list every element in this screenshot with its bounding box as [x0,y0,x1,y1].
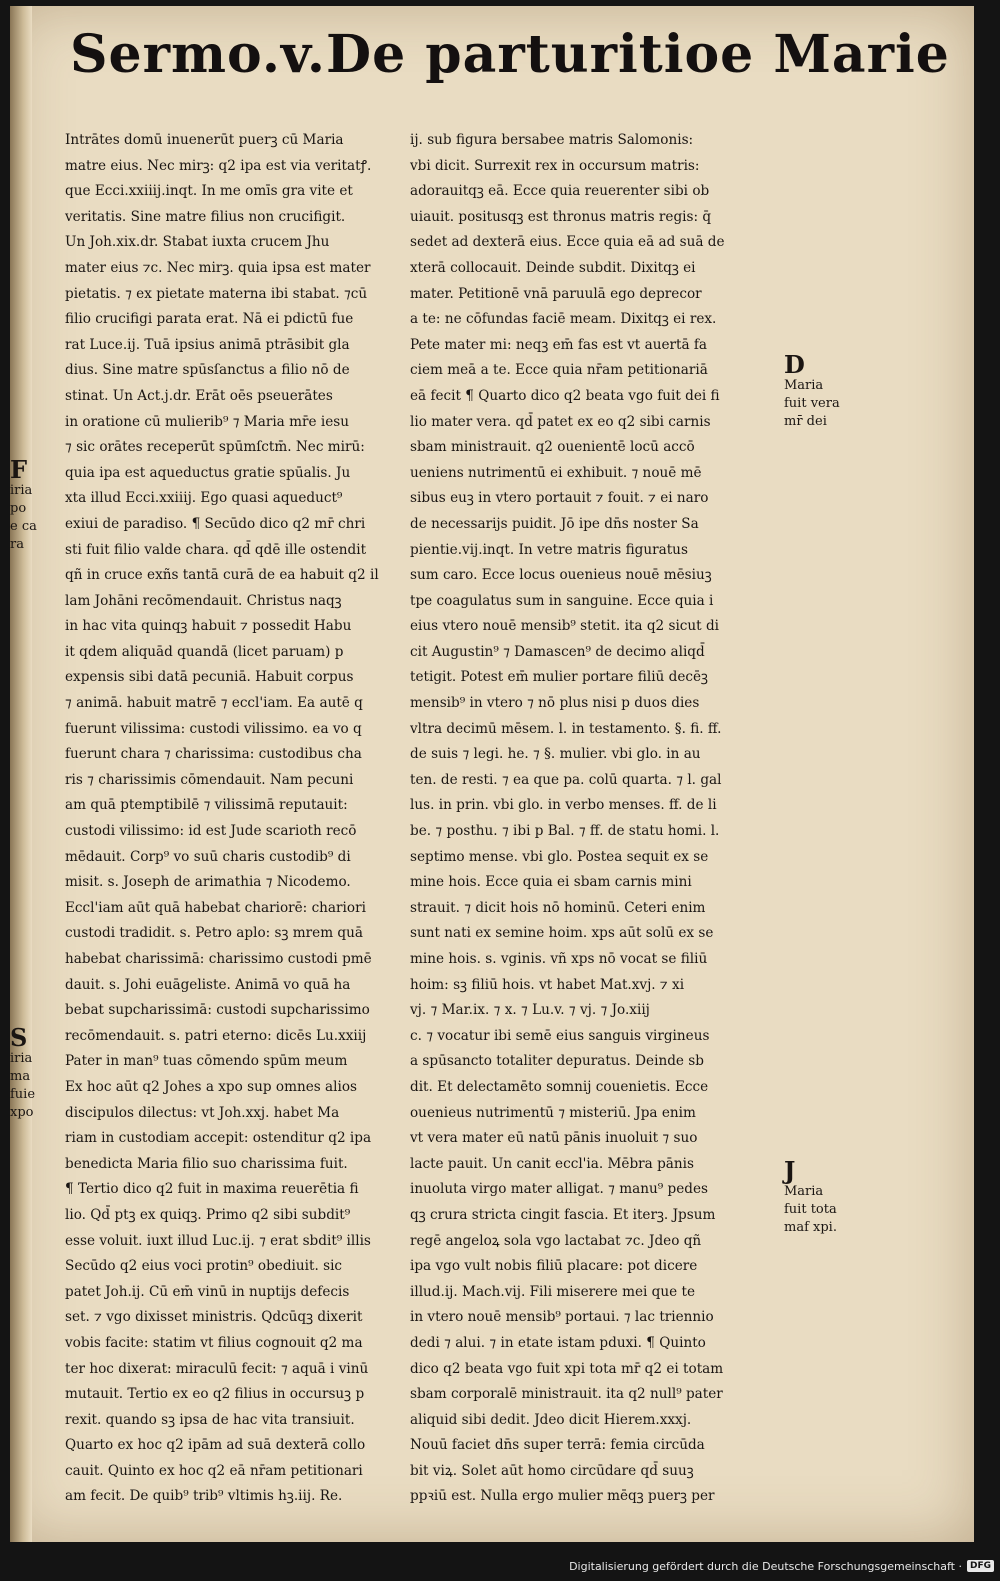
margin-line: iria [10,483,33,498]
margin-line: ma [10,1069,31,1084]
text-line: am fecit. De quib⁹ trib⁹ vltimis hꝫ.iij. Re. [65,1488,343,1505]
text-line: habebat charissimā: charissimo custodi pmē [65,951,372,967]
text-line: sbam corporalē ministrauit. ita q2 null⁹ pater [410,1386,723,1403]
text-line: dauit. s. Johi euāgeliste. Animā vo quā ha [65,976,351,993]
text-line: a te: ne cōfundas faciē meam. Dixitqꝫ ei rex. [410,311,717,328]
text-line: xta illud Ecci.xxiiij. Ego quasi aqueduct⁹ [65,490,343,507]
text-line: dius. Sine matre spūsſanctus a filio nō de [65,362,350,379]
text-line: am quā ptemptibilē ⁊ vilissimā reputauit: [65,797,348,814]
text-line: dedi ⁊ alui. ⁊ in etate istam pduxi. ¶ Quinto [410,1334,706,1351]
text-line: veritatis. Sine matre filius non crucifigit. [65,208,346,225]
text-line: filio crucifigi parata erat. Nā ei pdictū fue [65,311,354,328]
right-margin-note-1 [784,350,874,431]
text-line: ouenieus nutrimentū ⁊ misteriū. Jpa enim [410,1104,696,1121]
text-line: ueniens nutrimentū ei exhibuit. ⁊ nouē mē [410,464,702,481]
text-line: uiauit. positusqꝫ est thronus matris regis: q̄ [410,208,712,225]
text-line: ¶ Tertio dico q2 fuit in maxima reuerētia fi [65,1181,359,1198]
text-line: fuerunt chara ⁊ charissima: custodibus cha [65,746,362,763]
text-line: lam Johāni recōmendauit. Christus naqꝫ [65,592,342,609]
text-line: esse voluit. iuxt illud Luc.ij. ⁊ erat sbdit⁹ illis [65,1232,371,1249]
text-line: patet Joh.ij. Cū em̄ vinū in nuptijs defecis [65,1283,350,1300]
text-line: vt vera mater eū natū pānis inuoluit ⁊ suo [410,1130,698,1147]
text-line: sum caro. Ecce locus ouenieus nouē mēsiuꝫ [410,567,712,584]
text-line: xterā collocauit. Deinde subdit. Dixitqꝫ ei [410,259,696,276]
text-line: be. ⁊ posthu. ⁊ ibi p Bal. ⁊ ff. de statu homi. l. [410,823,720,840]
right-margin-note-2 [784,1156,874,1237]
text-line: ij. sub figura bersabee matris Salomonis: [410,132,694,148]
text-line: ciem meā a te. Ecce quia nr̄am petitionariā [410,362,708,379]
text-line: Pater in man⁹ tuas cōmendo spūm meum [65,1053,348,1070]
text-line: pientie.vij.inqt. In vetre matris figuratus [410,541,688,558]
text-line: sunt nati ex semine hoim. xps aūt solū ex se [410,925,714,942]
text-line: sti fuit filio valde chara. qd̄ qdē ille ostendit [65,541,367,558]
margin-line: po [10,501,27,516]
margin-line: ra [10,537,24,552]
text-line: adorauitqꝫ eā. Ecce quia reuerenter sibi ob [410,183,710,200]
text-line: custodi vilissimo: id est Jude scarioth recō [65,823,357,840]
funding-credit: Digitalisierung gefördert durch die Deutsche Forschungsgemeinschaft · [569,1559,962,1573]
text-line: sbam ministrauit. q2 ouenientē locū accō [410,439,695,456]
text-line: mensib⁹ in vtero ⁊ nō plus nisi p duos dies [410,695,700,712]
text-line: expensis sibi datā pecuniā. Habuit corpus [65,669,354,686]
text-line: matre eius. Nec mirꝫ: q2 ipa est via veritatꝭ. [65,157,372,174]
text-line: inuoluta virgo mater alligat. ⁊ manu⁹ pedes [410,1181,708,1198]
text-line: Ex hoc aūt q2 Johes a xpo sup omnes alios [65,1078,358,1095]
text-line: dit. Et delectamēto somnij couenietis. Ecce [410,1078,709,1095]
text-line: regē angeloꝝ sola vgo lactabat ⁊c. Jdeo qñ [410,1232,702,1249]
dfg-logo: DFG [967,1560,994,1572]
text-line: sedet ad dexterā eius. Ecce quia eā ad suā de [410,234,725,251]
text-line: set. ⁊ vgo dixisset ministris. Qdcūqꝫ dixerit [65,1309,363,1326]
running-title: Sermo.v.De parturitioe Marie [70,24,950,85]
text-line: pietatis. ⁊ ex pietate materna ibi stabat. ⁊cū [65,285,368,302]
text-line: strauit. ⁊ dicit hois nō hominū. Ceteri enim [410,899,706,916]
margin-line: e ca [10,519,37,534]
text-line: it qdem aliquād quandā (licet paruam) p [65,643,344,660]
left-text-column [65,128,410,1510]
margin-initial: S [10,1023,28,1052]
text-line: mēdauit. Corp⁹ vo suū charis custodib⁹ di [65,848,351,865]
text-line: dico q2 beata vgo fuit xpi tota mr̄ q2 ei totam [410,1360,724,1377]
text-line: ipa vgo vult nobis filiū placare: pot dicere [410,1258,698,1275]
text-line: vj. ⁊ Mar.ix. ⁊ x. ⁊ Lu.v. ⁊ vj. ⁊ Jo.xiij [410,1002,650,1019]
text-line: vltra decimū mēsem. l. in testamento. §. fi. ff. [410,720,722,737]
text-line: fuerunt vilissima: custodi vilissimo. ea vo q [65,720,362,737]
text-line: quia ipa est aqueductus gratie spūalis. Ju [65,464,351,481]
page-gutter [10,6,32,1542]
margin-line: maf xpi. [784,1220,837,1235]
text-line: mine hois. s. vginis. vñ xps nō vocat se filiū [410,951,708,967]
text-line: in oratione cū mulierib⁹ ⁊ Maria mr̄e iesu [65,413,349,430]
text-line: in vtero nouē mensib⁹ portaui. ⁊ lac triennio [410,1309,714,1326]
text-line: mater. Petitionē vnā paruulā ego deprecor [410,285,702,302]
text-line: sibus euꝫ in vtero portauit ⁊ fouit. ⁊ ei naro [410,490,709,507]
text-line: stinat. Un Act.j.dr. Erāt oēs pseuerātes [65,387,333,404]
digitization-footer [569,1555,994,1577]
text-line: Un Joh.xix.dr. Stabat iuxta crucem Jhu [65,234,330,251]
text-line: ten. de resti. ⁊ ea que pa. colū quarta. ⁊ l. gal [410,771,722,788]
text-line: eā fecit ¶ Quarto dico q2 beata vgo fuit dei fi [410,387,720,404]
margin-initial: J [784,1156,796,1185]
margin-line: mr̄ dei [784,414,827,429]
text-line: ⁊ sic orātes receperūt spūmſctm̄. Nec mirū: [65,439,365,456]
text-line: benedicta Maria filio suo charissima fuit. [65,1155,348,1172]
margin-line: iria [10,1051,33,1066]
text-line: rexit. quando sꝫ ipsa de hac vita transiuit. [65,1411,355,1428]
text-line: Secūdo q2 eius voci protin⁹ obediuit. sic [65,1258,343,1275]
text-line: ris ⁊ charissimis cōmendauit. Nam pecuni [65,771,354,788]
text-line: hoim: sꝫ filiū hois. vt habet Mat.xvj. ⁊ xi [410,976,685,993]
text-line: Intrātes domū inuenerūt puerꝫ cū Maria [65,132,344,148]
text-line: que Ecci.xxiiij.inqt. In me omīs gra vite et [65,183,353,200]
text-line: recōmendauit. s. patri eterno: dicēs Lu.xxiij [65,1027,367,1044]
book-page [10,6,974,1542]
text-line: lus. in prin. vbi glo. in verbo menses. ff. de li [410,797,717,814]
left-margin-note-1 [10,455,37,554]
margin-line: Maria [784,378,824,393]
text-line: custodi tradidit. s. Petro aplo: sꝫ mrem quā [65,925,363,942]
text-line: Pete mater mi: neqꝫ em̄ fas est vt auertā fa [410,336,708,353]
text-line: discipulos dilectus: vt Joh.xxj. habet Ma [65,1104,340,1121]
text-line: de suis ⁊ legi. he. ⁊ §. mulier. vbi glo. in au [410,746,701,763]
margin-initial: F [10,455,28,484]
text-line: vobis facite: statim vt filius cognouit q2 ma [65,1334,363,1351]
text-line: mutauit. Tertio ex eo q2 filius in occursuꝫ p [65,1386,365,1403]
text-line: illud.ij. Mach.vij. Fili miserere mei que te [410,1283,696,1300]
margin-line: fuie [10,1087,36,1102]
text-line: ppꝛiū est. Nulla ergo mulier mēqꝫ puerꝫ per [410,1488,715,1505]
text-line: ⁊ animā. habuit matrē ⁊ eccl'iam. Ea autē q [65,695,363,712]
text-line: mater eius ⁊c. Nec mirꝫ. quia ipsa est mater [65,259,371,276]
text-line: septimo mense. vbi glo. Postea sequit ex se [410,848,709,865]
text-line: cauit. Quinto ex hoc q2 eā nr̄am petitionari [65,1462,363,1479]
text-line: c. ⁊ vocatur ibi semē eius sanguis virgineus [410,1027,710,1044]
text-line: eius vtero nouē mensib⁹ stetit. ita q2 sicut di [410,618,720,635]
text-line: ter hoc dixerat: miraculū fecit: ⁊ aquā i vinū [65,1360,369,1377]
text-line: Eccl'iam aūt quā habebat chariorē: chariori [65,899,366,916]
text-line: misit. s. Joseph de arimathia ⁊ Nicodemo. [65,874,351,891]
text-line: Nouū faciet dn̄s super terrā: femia circūda [410,1437,705,1454]
text-line: tpe coagulatus sum in sanguine. Ecce quia i [410,592,714,609]
margin-initial: D [784,350,805,379]
text-line: de necessarijs puidit. Jō ipe dn̄s noster Sa [410,515,699,532]
text-line: riam in custodiam accepit: ostenditur q2 ipa [65,1130,372,1147]
text-line: a spūsancto totaliter depuratus. Deinde sb [410,1053,704,1070]
text-line: cit Augustin⁹ ⁊ Damascen⁹ de decimo aliqd̄ [410,643,705,660]
text-line: qñ in cruce exñs tantā curā de ea habuit q2 il [65,567,379,584]
margin-line: Maria [784,1184,824,1199]
text-line: tetigit. Potest em̄ mulier portare filiū decēꝫ [410,669,708,686]
margin-line: xpo [10,1105,34,1120]
right-text-column [410,128,760,1510]
text-line: bit viꝝ. Solet aūt homo circūdare qd̄ suuꝫ [410,1462,694,1479]
margin-line: fuit tota [784,1202,837,1217]
text-line: aliquid sibi dedit. Jdeo dicit Hierem.xxxj. [410,1411,692,1428]
left-margin-note-2 [10,1023,36,1122]
text-line: qꝫ crura stricta cingit fascia. Et iterꝫ. Jpsum [410,1206,716,1223]
text-line: rat Luce.ij. Tuā ipsius animā ptrāsibit gla [65,336,350,353]
text-line: lio mater vera. qd̄ patet ex eo q2 sibi carnis [410,413,711,430]
text-line: lio. Qd̄ ptꝫ ex quiqꝫ. Primo q2 sibi subdit⁹ [65,1206,351,1223]
text-line: Quarto ex hoc q2 ipām ad suā dexterā collo [65,1437,366,1454]
text-line: lacte pauit. Un canit eccl'ia. Mēbra pānis [410,1155,694,1172]
text-line: vbi dicit. Surrexit rex in occursum matris: [410,157,700,174]
text-line: mine hois. Ecce quia ei sbam carnis mini [410,874,692,891]
text-line: exiui de paradiso. ¶ Secūdo dico q2 mr̄ chri [65,515,366,532]
margin-line: fuit vera [784,396,840,411]
text-line: in hac vita quinqꝫ habuit ⁊ possedit Habu [65,618,352,635]
text-line: bebat supcharissimā: custodi supcharissimo [65,1002,370,1019]
